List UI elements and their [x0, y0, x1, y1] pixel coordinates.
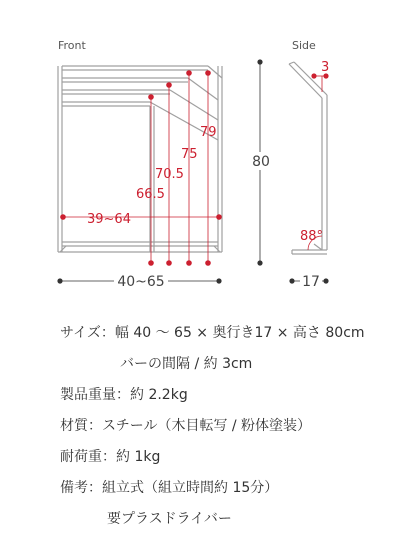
height-label-70-5: 70.5 [155, 167, 184, 182]
front-view-label: Front [58, 39, 86, 52]
spec-bar-pitch: バーの間隔 / 約 3cm [120, 356, 253, 372]
side-rack-frame [289, 60, 330, 254]
height-label-75: 75 [181, 147, 198, 162]
spec-list [60, 318, 410, 535]
spec-size: サイズ：幅 40 ～ 65 × 奥行き17 × 高さ 80cm [60, 325, 365, 341]
spec-note: 備考：組立式（組立時間約 15分） [60, 480, 279, 496]
side-view-label: Side [292, 39, 316, 52]
spec-load: 耐荷重：約 1kg [60, 449, 161, 465]
total-height-label: 80 [252, 154, 270, 170]
inner-width-label: 39~64 [87, 212, 131, 227]
depth-label: 17 [302, 274, 320, 290]
height-label-66-5: 66.5 [136, 187, 165, 202]
dimension-points [60, 70, 222, 266]
outer-width-label: 40~65 [117, 274, 165, 290]
spec-material: 材質：スチール（木目転写 / 粉体塗装） [60, 418, 312, 434]
height-label-79: 79 [200, 125, 217, 140]
angle-label: 88° [300, 229, 324, 244]
spec-weight: 製品重量：約 2.2kg [60, 387, 188, 403]
bar-pitch-label: 3 [321, 60, 330, 75]
spec-tool-required: 要プラスドライバー [107, 511, 232, 527]
